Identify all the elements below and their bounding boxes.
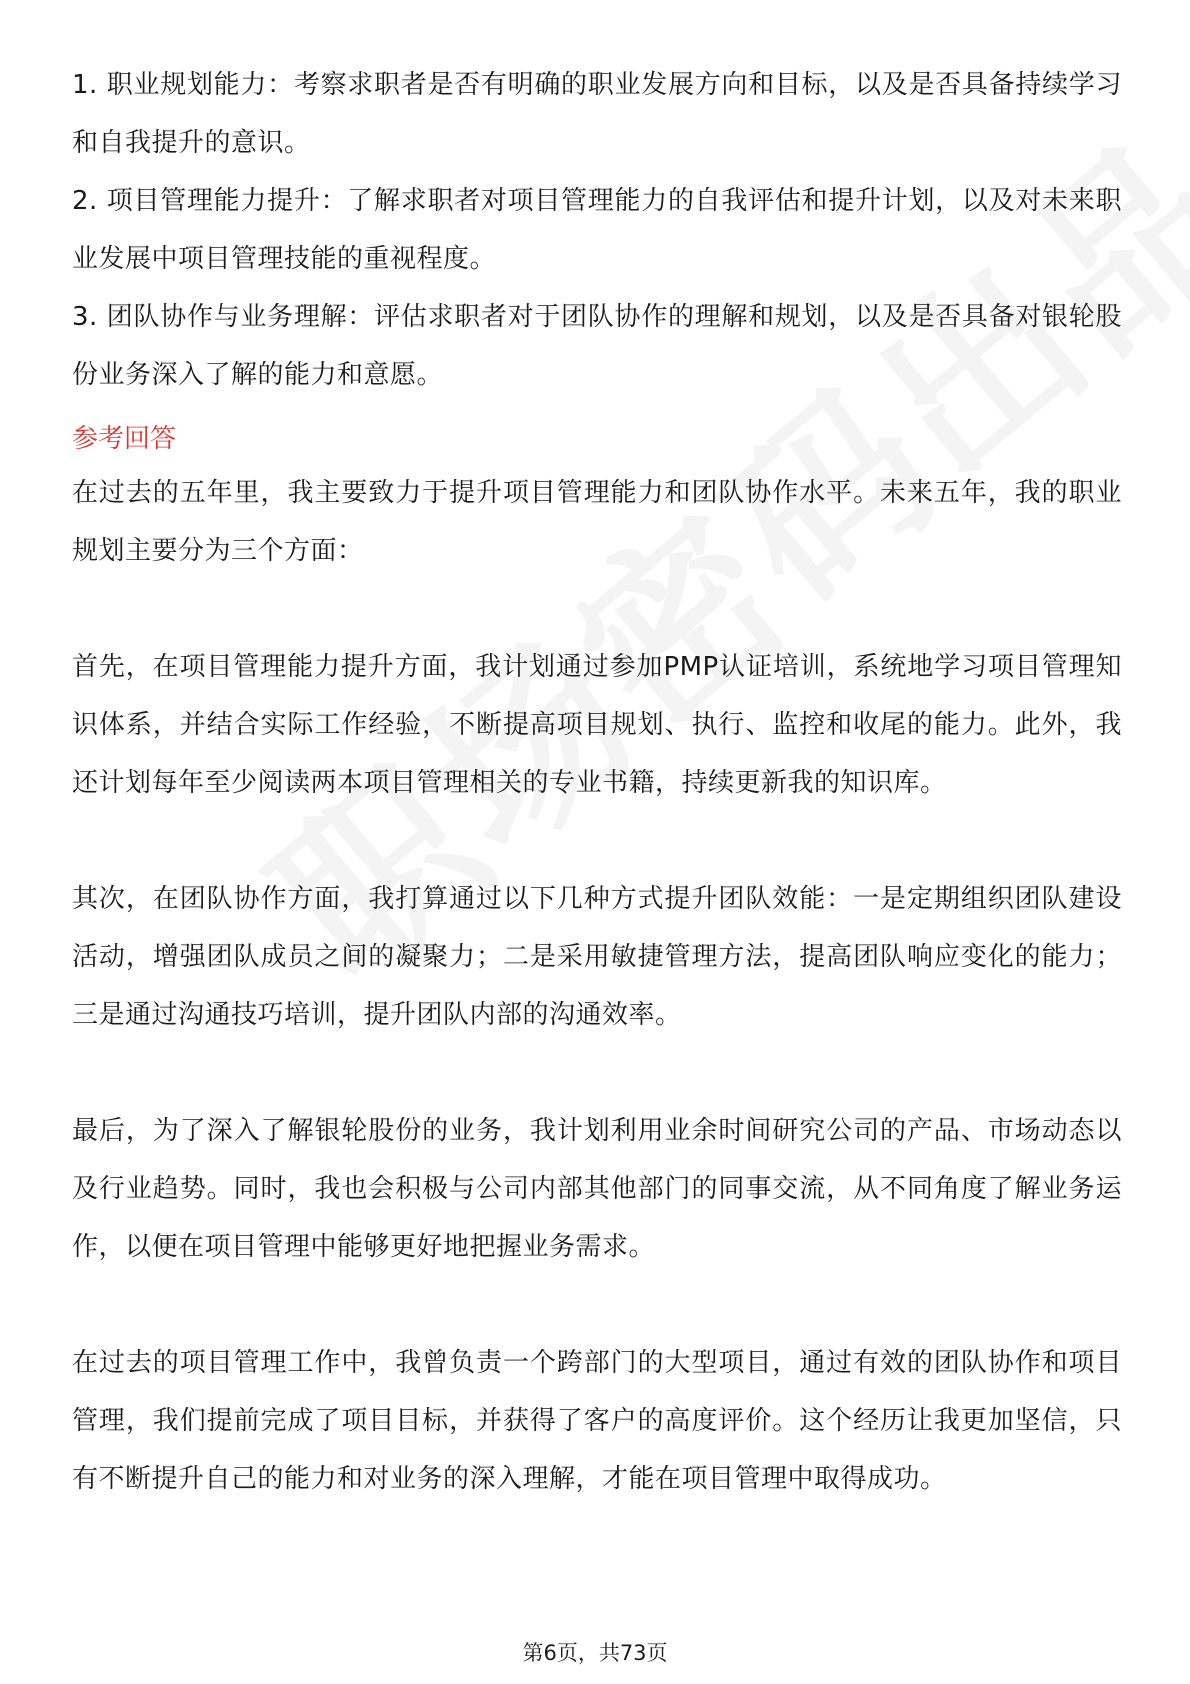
point-career-planning: 1. 职业规划能力：考察求职者是否有明确的职业发展方向和目标，以及是否具备持续学习和自我提升的意识。: [72, 70, 1122, 158]
paragraph-gap: [72, 1276, 1122, 1334]
point-project-management: 2. 项目管理能力提升：了解求职者对项目管理能力的自我评估和提升计划，以及对未来职业发展中项目管理技能的重视程度。: [72, 186, 1122, 274]
answer-heading: 参考回答: [72, 424, 177, 454]
answer-third: 最后，为了深入了解银轮股份的业务，我计划利用业余时间研究公司的产品、市场动态以及行业趋势。同时，我也会积极与公司内部其他部门的同事交流，从不同角度了解业务运作，以便在项目管理中能够更好地把握业务需求。: [72, 1116, 1122, 1262]
paragraph-gap: [72, 812, 1122, 870]
paragraph-gap: [72, 1044, 1122, 1102]
answer-intro: 在过去的五年里，我主要致力于提升项目管理能力和团队协作水平。未来五年，我的职业规划主要分为三个方面：: [72, 478, 1122, 566]
answer-second: 其次，在团队协作方面，我打算通过以下几种方式提升团队效能：一是定期组织团队建设活动，增强团队成员之间的凝聚力；二是采用敏捷管理方法，提高团队响应变化的能力；三是通过沟通技巧培训，提升团队内部的沟通效率。: [72, 884, 1122, 1030]
point-teamwork: 3. 团队协作与业务理解：评估求职者对于团队协作的理解和规划，以及是否具备对银轮股份业务深入了解的能力和意愿。: [72, 302, 1122, 390]
answer-first: 首先，在项目管理能力提升方面，我计划通过参加PMP认证培训，系统地学习项目管理知识体系，并结合实际工作经验，不断提高项目规划、执行、监控和收尾的能力。此外，我还计划每年至少阅读两本项目管理相关的专业书籍，持续更新我的知识库。: [72, 652, 1122, 798]
page-number: 第6页，共73页: [522, 1641, 668, 1665]
answer-experience: 在过去的项目管理工作中，我曾负责一个跨部门的大型项目，通过有效的团队协作和项目管理，我们提前完成了项目目标，并获得了客户的高度评价。这个经历让我更加坚信，只有不断提升自己的能力和对业务的深入理解，才能在项目管理中取得成功。: [72, 1348, 1122, 1494]
paragraph-gap: [72, 580, 1122, 638]
page-content: [72, 56, 1122, 1508]
